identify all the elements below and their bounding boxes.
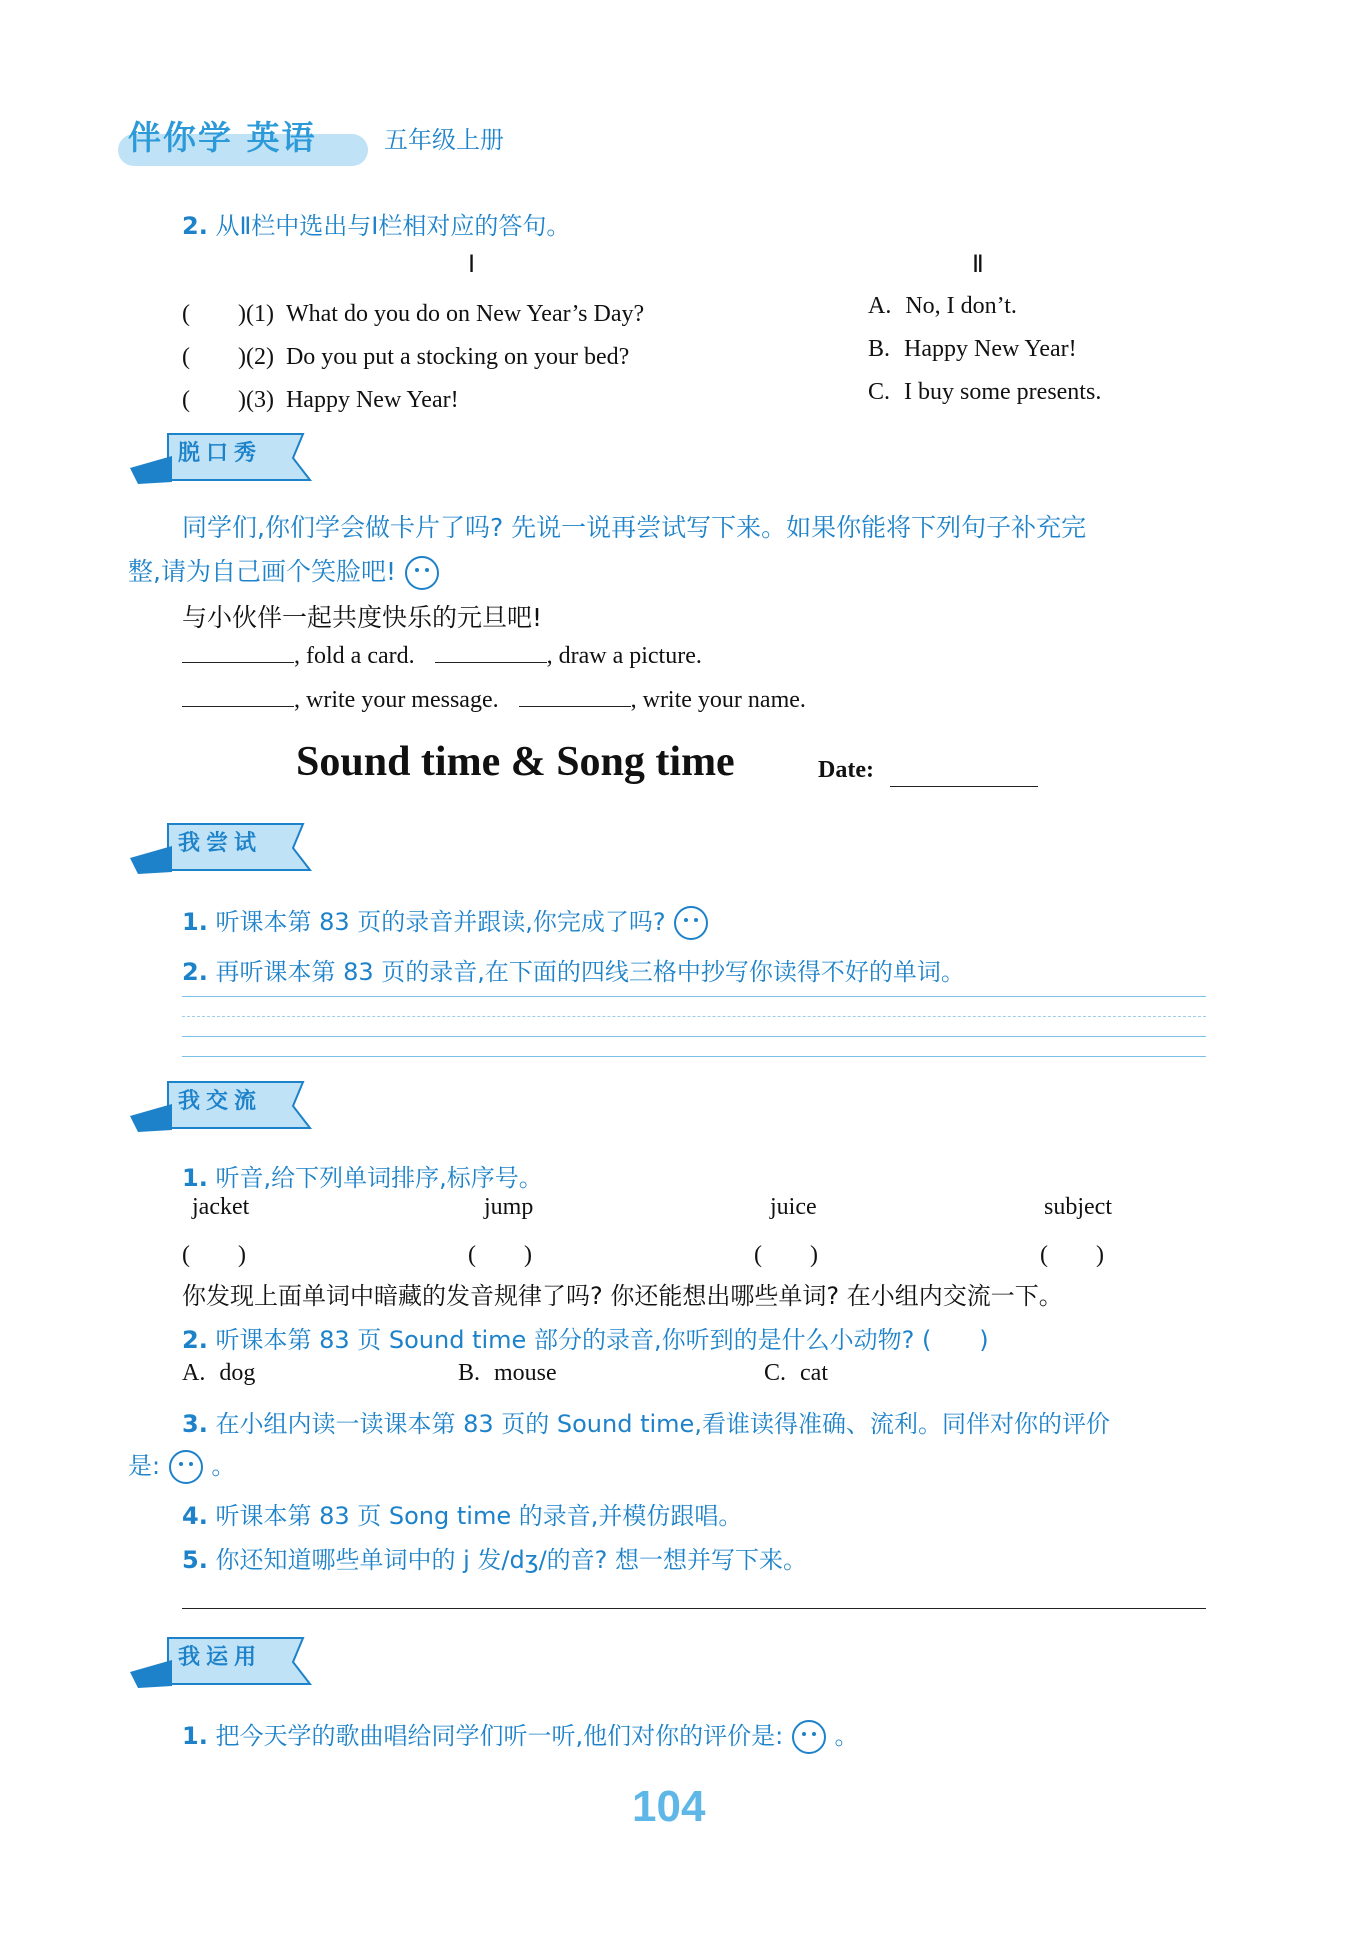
question-number: 5.: [182, 1546, 208, 1574]
question-text: 。: [834, 1722, 859, 1750]
question-number: 2.: [182, 958, 208, 986]
word-jump: jump: [484, 1194, 534, 1220]
exchange-q3-cont: [128, 1446, 235, 1485]
discover-text: 你发现上面单词中暗藏的发音规律了吗? 你还能想出哪些单词? 在小组内交流一下。: [182, 1282, 1063, 1310]
tuokouxiu-line3: 与小伙伴一起共度快乐的元旦吧!: [182, 603, 543, 632]
section-badge-wojiaoliu: [128, 1076, 318, 1134]
word-jacket: jacket: [192, 1194, 250, 1220]
column-head-2: Ⅱ: [972, 252, 984, 278]
option-b: [868, 336, 1077, 363]
badge-label: 我尝试: [178, 831, 263, 856]
smiley-face-icon[interactable]: [404, 555, 440, 591]
order-bracket[interactable]: ( ): [1040, 1242, 1104, 1268]
question-text: 是:: [128, 1452, 161, 1480]
option-c: [868, 379, 1101, 406]
option-text: I buy some presents.: [904, 379, 1102, 405]
choice-a[interactable]: [182, 1360, 255, 1387]
question-number: 3.: [182, 1410, 208, 1438]
question-text: 在小组内读一读课本第 83 页的 Sound time,看谁读得准确、流利。同伴对你的评价: [215, 1410, 1110, 1438]
fill-text: , write your message.: [294, 687, 499, 713]
fill-line-2: [182, 687, 806, 714]
fill-blank[interactable]: [182, 661, 294, 663]
date-label: Date:: [818, 757, 874, 783]
word-subject: subject: [1044, 1194, 1112, 1220]
fill-blank[interactable]: [182, 705, 294, 707]
answer-line[interactable]: [182, 1608, 1206, 1609]
match-question-text: Happy New Year!: [285, 387, 459, 413]
exchange-q4: [182, 1496, 742, 1531]
question-text: 听课本第 83 页的录音并跟读,你完成了吗?: [215, 908, 666, 936]
question-number: 2.: [182, 1326, 208, 1354]
lesson-title: Sound time & Song time: [296, 739, 735, 785]
page-number: 104: [632, 1782, 706, 1831]
order-bracket[interactable]: ( ): [754, 1242, 818, 1268]
tuokouxiu-intro-1: 同学们,你们学会做卡片了吗? 先说一说再尝试写下来。如果你能将下列句子补充完: [182, 513, 1087, 542]
section-badge-tuokouxiu: [128, 428, 318, 486]
answer-bracket[interactable]: ( )(3): [182, 387, 274, 413]
question-text: 从Ⅱ栏中选出与Ⅰ栏相对应的答句。: [215, 212, 571, 240]
grade-subtitle: 五年级上册: [384, 126, 504, 154]
writing-guide-line[interactable]: [182, 1036, 1206, 1037]
fill-text: , write your name.: [630, 687, 806, 713]
question-text: 你还知道哪些单词中的 j 发/dʒ/的音? 想一想并写下来。: [215, 1546, 808, 1574]
question-number: 2.: [182, 212, 208, 240]
column-head-1: Ⅰ: [468, 252, 476, 278]
brand-title: 伴你学 英语: [128, 112, 317, 159]
section-badge-woshangshi: [128, 818, 318, 876]
smiley-face-icon[interactable]: [673, 905, 709, 941]
fill-text: , draw a picture.: [546, 643, 702, 669]
choice-text: dog: [219, 1360, 256, 1386]
question-number: 1.: [182, 1722, 208, 1750]
option-text: No, I don’t.: [905, 293, 1017, 319]
choice-letter: C.: [764, 1360, 787, 1386]
match-question-text: Do you put a stocking on your bed?: [285, 344, 630, 370]
option-letter: B.: [868, 336, 891, 362]
exchange-q1: [182, 1158, 543, 1193]
choice-letter: B.: [458, 1360, 481, 1386]
writing-guide-line: [182, 1016, 1206, 1017]
order-bracket[interactable]: ( ): [182, 1242, 246, 1268]
badge-label: 脱口秀: [178, 441, 263, 466]
writing-guide-line: [182, 1056, 1206, 1057]
option-letter: A.: [868, 293, 892, 319]
apply-q1: [182, 1716, 858, 1755]
exchange-q3: [182, 1404, 1110, 1439]
writing-guide-line: [182, 996, 1206, 997]
answer-bracket[interactable]: ( )(1): [182, 301, 274, 327]
option-letter: C.: [868, 379, 891, 405]
fill-blank[interactable]: [519, 705, 631, 707]
option-text: Happy New Year!: [904, 336, 1077, 362]
section-badge-woyunyong: [128, 1632, 318, 1690]
question-number: 1.: [182, 908, 208, 936]
question-text: 再听课本第 83 页的录音,在下面的四线三格中抄写你读得不好的单词。: [215, 958, 965, 986]
intro-text: 整,请为自己画个笑脸吧!: [128, 557, 396, 586]
question-text: 听音,给下列单词排序,标序号。: [215, 1164, 543, 1192]
answer-bracket[interactable]: ( )(2): [182, 344, 274, 370]
question-text: 。: [211, 1452, 236, 1480]
fill-text: , fold a card.: [294, 643, 415, 669]
try-q1: [182, 902, 709, 941]
option-a: [868, 293, 1017, 320]
badge-label: 我交流: [178, 1089, 263, 1114]
match-row-1: [182, 293, 644, 328]
match-row-3: [182, 379, 459, 414]
word-juice: juice: [770, 1194, 817, 1220]
question-number: 4.: [182, 1502, 208, 1530]
choice-c[interactable]: [764, 1360, 828, 1387]
smiley-face-icon[interactable]: [168, 1449, 204, 1485]
exchange-q5: [182, 1540, 807, 1575]
fill-blank[interactable]: [435, 661, 547, 663]
choice-text: mouse: [494, 1360, 557, 1386]
choice-letter: A.: [182, 1360, 206, 1386]
choice-text: cat: [800, 1360, 828, 1386]
match-question-text: What do you do on New Year’s Day?: [285, 301, 645, 327]
match-question: [182, 206, 570, 241]
order-bracket[interactable]: ( ): [468, 1242, 532, 1268]
tuokouxiu-intro-2: [128, 552, 440, 591]
question-text: 听课本第 83 页 Song time 的录音,并模仿跟唱。: [215, 1502, 743, 1530]
fill-line-1: [182, 643, 702, 670]
question-number: 1.: [182, 1164, 208, 1192]
match-row-2: [182, 336, 629, 371]
try-q2: [182, 952, 965, 987]
date-input-line[interactable]: [890, 786, 1038, 787]
choice-b[interactable]: [458, 1360, 557, 1387]
exchange-q2: [182, 1320, 989, 1355]
question-text: 把今天学的歌曲唱给同学们听一听,他们对你的评价是:: [215, 1722, 784, 1750]
badge-label: 我运用: [178, 1645, 263, 1670]
question-text: 听课本第 83 页 Sound time 部分的录音,你听到的是什么小动物? ( ): [215, 1326, 989, 1354]
smiley-face-icon[interactable]: [791, 1719, 827, 1755]
